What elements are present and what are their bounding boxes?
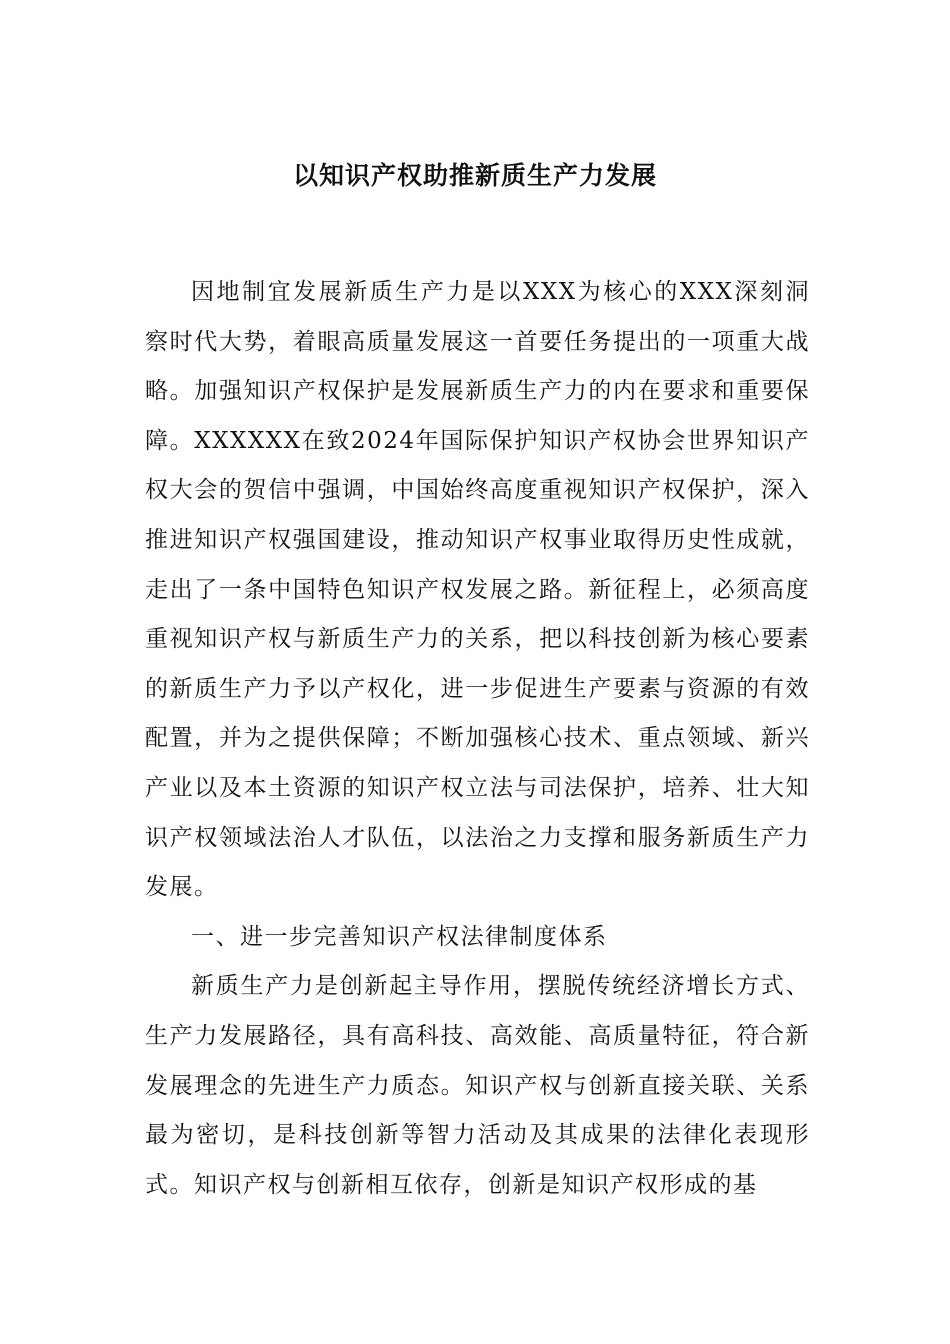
document-title: 以知识产权助推新质生产力发展 xyxy=(292,161,657,190)
document-body xyxy=(145,268,810,1210)
section-heading: 一、进一步完善知识产权法律制度体系 xyxy=(191,923,608,950)
section-paragraph: 新质生产力是创新起主导作用，摆脱传统经济增长方式、生产力发展路径，具有高科技、高效能、高质量特征，符合新发展理念的先进生产力质态。知识产权与创新直接关联、关系最为密切，是科技创新等智力活动及其成果的法律化表现形式。知识产权与创新相互依存，创新是知识产权形成的基 xyxy=(145,973,810,1198)
intro-paragraph: 因地制宜发展新质生产力是以XXX为核心的XXX深刻洞察时代大势，着眼高质量发展这一首要任务提出的一项重大战略。加强知识产权保护是发展新质生产力的内在要求和重要保障。XXXXXX在致2024年国际保护知识产权协会世界知识产权大会的贺信中强调，中国始终高度重视知识产权保护，深入推进知识产权强国建设，推动知识产权事业取得历史性成就，走出了一条中国特色知识产权发展之路。新征程上，必须高度重视知识产权与新质生产力的关系，把以科技创新为核心要素的新质生产力予以产权化，进一步促进生产要素与资源的有效配置，并为之提供保障；不断加强核心技术、重点领域、新兴产业以及本土资源的知识产权立法与司法保护，培养、壮大知识产权领域法治人才队伍，以法治之力支撑和服务新质生产力发展。 xyxy=(145,279,810,901)
